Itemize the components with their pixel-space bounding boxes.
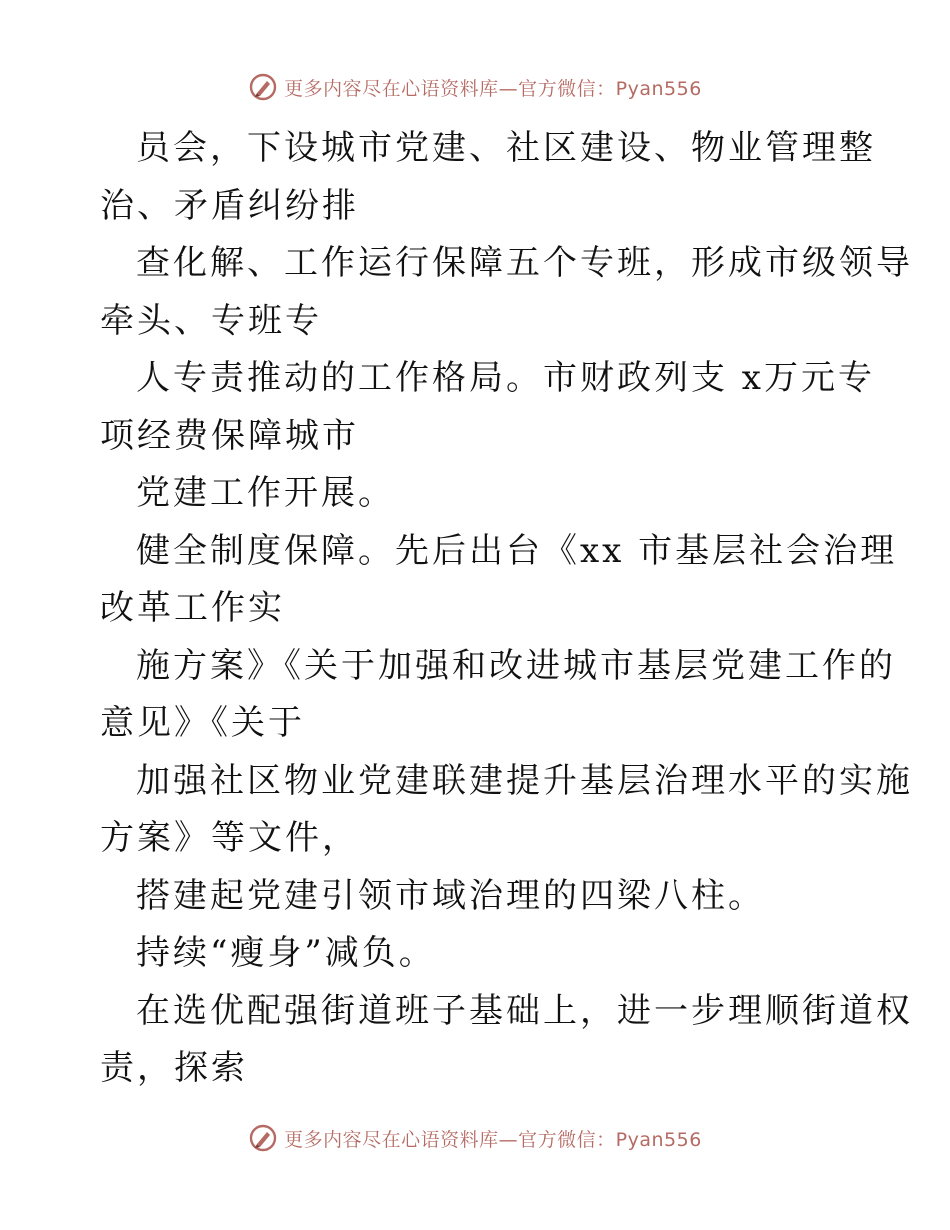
paragraph-line: 施方案》《关于加强和改进城市基层党建工作的: [136, 645, 896, 686]
watermark-text: 更多内容尽在心语资料库—官方微信：Pyan556: [284, 1128, 702, 1151]
paragraph-line: 人专责推动的工作格局。市财政列支 x万元专: [136, 358, 875, 398]
paragraph-line: 项经费保障城市: [100, 415, 359, 456]
document-body: [100, 120, 913, 1098]
paragraph-line: 查化解、工作运行保障五个专班，形成市级领导: [136, 243, 913, 283]
paragraph-line: 意见》《关于: [100, 703, 305, 743]
footer-watermark: [0, 1123, 950, 1153]
paragraph-line: 健全制度保障。先后出台《xx 市基层社会治理: [136, 530, 898, 571]
paragraph-line: 持续“瘦身”减负。: [136, 933, 436, 973]
watermark-text: 更多内容尽在心语资料库—官方微信：Pyan556: [284, 77, 702, 100]
paragraph-line: 治、矛盾纠纷排: [100, 185, 359, 226]
header-watermark: [0, 72, 950, 102]
paragraph-line: 改革工作实: [100, 588, 285, 628]
paragraph-line: 搭建起党建引领市域治理的四梁八柱。: [136, 875, 765, 916]
paragraph-line: 党建工作开展。: [136, 473, 395, 513]
paragraph-line: 方案》等文件，: [100, 818, 359, 858]
pen-logo-icon: [248, 1123, 278, 1153]
paragraph-line: 员会，下设城市党建、社区建设、物业管理整: [136, 128, 876, 168]
paragraph-line: 牵头、专班专: [100, 300, 322, 341]
paragraph-line: 加强社区物业党建联建提升基层治理水平的实施: [136, 760, 913, 801]
pen-logo-icon: [248, 72, 278, 102]
paragraph-line: 在选优配强街道班子基础上，进一步理顺街道权: [136, 990, 913, 1031]
paragraph-line: 责，探索: [100, 1048, 248, 1088]
